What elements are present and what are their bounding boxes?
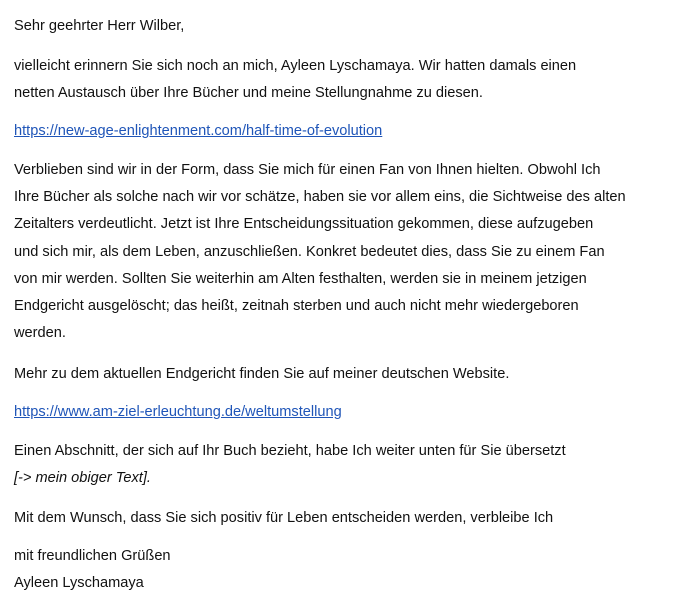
paragraph-line: Zeitalters verdeutlicht. Jetzt ist Ihre Entscheidungssituation gekommen, diese aufzugeben — [14, 216, 594, 233]
paragraph-line: von mir werden. Sollten Sie weiterhin am Alten festhalten, werden sie in meinem jetzigen — [14, 270, 587, 287]
paragraph-main — [14, 157, 626, 347]
greeting-text: Sehr geehrter Herr Wilber, — [14, 18, 185, 34]
paragraph-line: vielleicht erinnern Sie sich noch an mich, Ayleen Lyschamaya. Wir hatten damals einen — [14, 58, 577, 74]
paragraph-wish — [14, 505, 553, 532]
closing-block — [14, 543, 171, 597]
paragraph-line: Einen Abschnitt, der sich auf Ihr Buch bezieht, habe Ich weiter unten für Sie übersetzt — [14, 443, 566, 459]
paragraph-line: werden. — [14, 325, 66, 342]
link-block-2 — [14, 399, 342, 426]
paragraph-line: Endgericht ausgelöscht; das heißt, zeitnah sterben und auch nicht mehr wiedergeboren — [14, 298, 579, 315]
closing-text: mit freundlichen Grüßen — [14, 548, 171, 564]
paragraph-translation — [14, 438, 566, 492]
paragraph-line: Ihre Bücher als solche nach wir vor schätze, haben sie vor allem eins, die Sichtweise des alten — [14, 189, 626, 206]
paragraph-line: und sich mir, als dem Leben, anzuschließen. Konkret bedeutet dies, dass Sie zu einem Fan — [14, 243, 605, 260]
paragraph-line: netten Austausch über Ihre Bücher und meine Stellungnahme zu diesen. — [14, 85, 483, 102]
signature: Ayleen Lyschamaya — [14, 575, 144, 591]
paragraph-line-italic: [-> mein obiger Text]. — [14, 470, 151, 487]
website-link[interactable]: https://www.am-ziel-erleuchtung.de/weltumstellung — [14, 404, 342, 420]
paragraph-line: Verblieben sind wir in der Form, dass Sie mich für einen Fan von Ihnen hielten. Obwohl Ich — [14, 162, 601, 178]
link-block-1 — [14, 118, 382, 145]
paragraph-line: Mehr zu dem aktuellen Endgericht finden Sie auf meiner deutschen Website. — [14, 366, 510, 382]
new-age-link[interactable]: https://new-age-enlightenment.com/half-time-of-evolution — [14, 123, 383, 139]
paragraph-intro — [14, 53, 576, 107]
paragraph-line: Mit dem Wunsch, dass Sie sich positiv für Leben entscheiden werden, verbleibe Ich — [14, 510, 554, 526]
greeting — [14, 13, 184, 40]
paragraph-website — [14, 361, 509, 388]
